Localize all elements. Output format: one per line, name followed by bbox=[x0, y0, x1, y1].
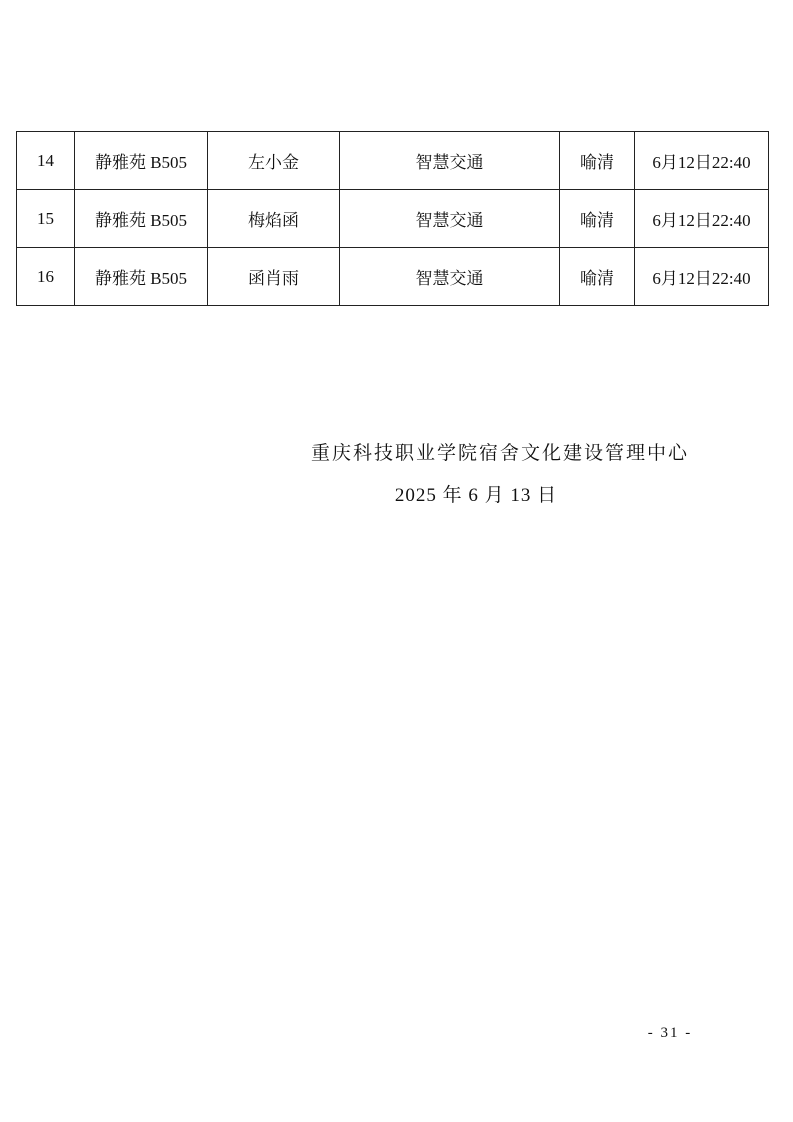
dorm-cell: 静雅苑 B505 bbox=[75, 132, 208, 190]
page-number: - 31 - bbox=[647, 1025, 693, 1041]
table-row bbox=[17, 190, 769, 248]
campus-cell: 喻清 bbox=[560, 132, 635, 190]
time-cell: 6月12日22:40 bbox=[635, 190, 769, 248]
time-cell: 6月12日22:40 bbox=[635, 132, 769, 190]
row-number: 15 bbox=[17, 190, 75, 248]
major-cell: 智慧交通 bbox=[340, 248, 560, 306]
roster-table bbox=[16, 131, 769, 306]
time-cell: 6月12日22:40 bbox=[635, 248, 769, 306]
row-number: 16 bbox=[17, 248, 75, 306]
campus-cell: 喻清 bbox=[560, 248, 635, 306]
student-name-cell: 梅焰函 bbox=[208, 190, 340, 248]
major-cell: 智慧交通 bbox=[340, 190, 560, 248]
issuing-organization: 重庆科技职业学院宿舍文化建设管理中心 bbox=[310, 443, 689, 464]
table-row bbox=[17, 248, 769, 306]
dorm-cell: 静雅苑 B505 bbox=[75, 190, 208, 248]
dorm-cell: 静雅苑 B505 bbox=[75, 248, 208, 306]
major-cell: 智慧交通 bbox=[340, 132, 560, 190]
table-row bbox=[17, 132, 769, 190]
campus-cell: 喻清 bbox=[560, 190, 635, 248]
student-name-cell: 左小金 bbox=[208, 132, 340, 190]
issue-date: 2025 年 6 月 13 日 bbox=[394, 485, 558, 506]
student-name-cell: 函肖雨 bbox=[208, 248, 340, 306]
row-number: 14 bbox=[17, 132, 75, 190]
